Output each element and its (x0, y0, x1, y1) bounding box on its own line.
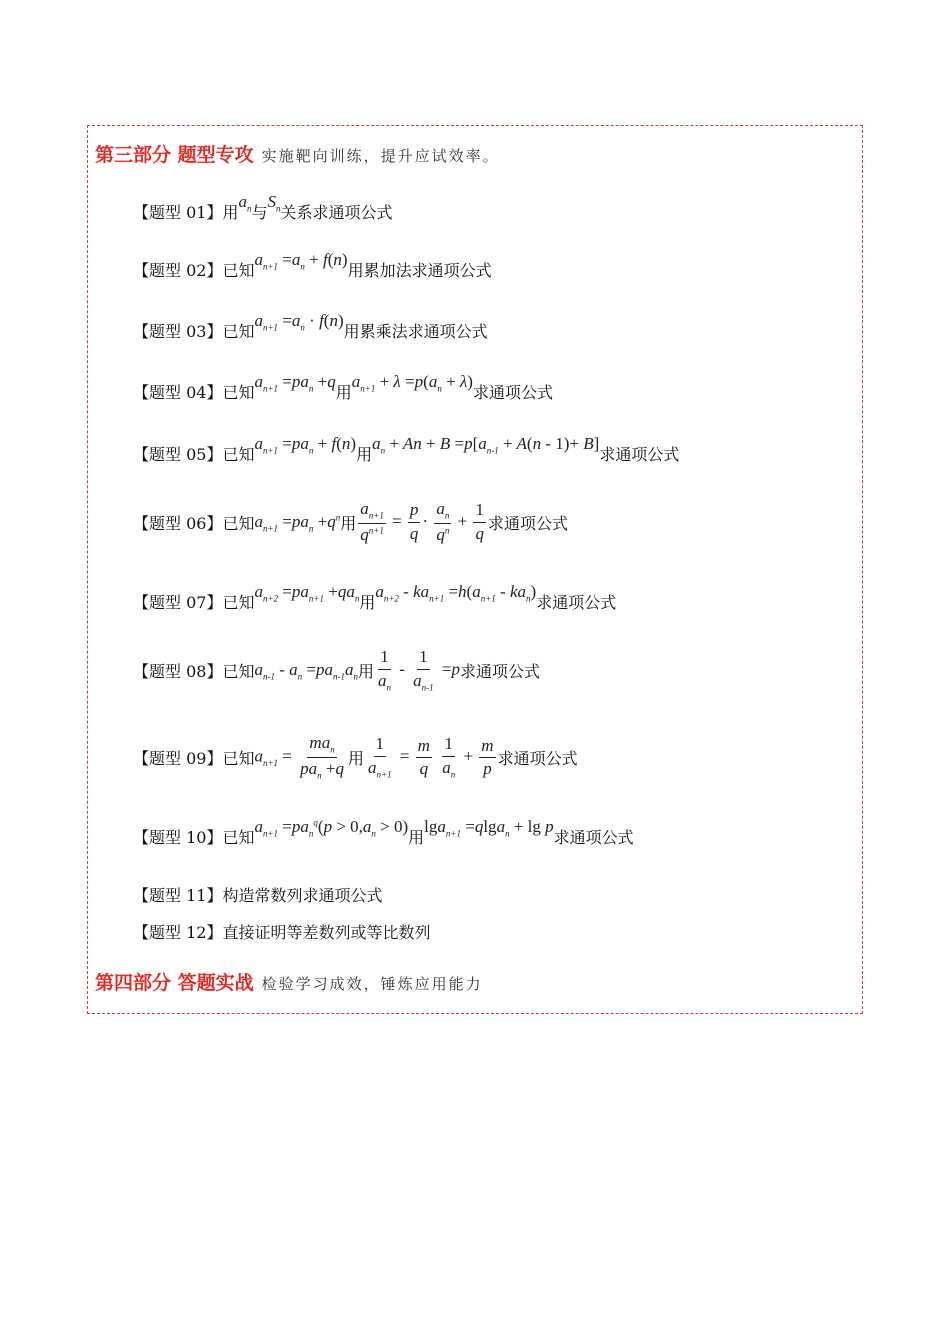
item-label: 【题型 07】 (133, 593, 223, 612)
item-text: 求通项公式 (460, 661, 541, 681)
math-formula: $a_{n+2} - ka_{n+1} =h(a_{n+1} - ka_n)$ (375, 581, 537, 604)
item-text: 用 (335, 383, 352, 402)
item-06 (133, 500, 568, 545)
item-07 (133, 581, 617, 613)
item-text: 直接证明等差数列或等比数列 (222, 923, 431, 942)
item-text: 已知 (222, 661, 255, 681)
part4-heading (95, 968, 483, 995)
item-text: 已知 (222, 383, 255, 402)
item-label: 【题型 11】 (133, 886, 223, 905)
item-text: 求通项公式 (497, 749, 578, 769)
item-02 (133, 249, 492, 281)
item-03 (133, 310, 488, 342)
math-formula: $S_n$ (267, 191, 281, 214)
item-text: 已知 (222, 322, 255, 341)
item-label: 【题型 09】 (133, 749, 223, 769)
item-label: 【题型 10】 (133, 828, 223, 847)
item-text: 用 (356, 445, 373, 464)
math-formula: $a_{n-1} - a_n =pa_{n-1}a_n$ (254, 659, 358, 682)
math-formula: $a_n + An + B =p[a_{n-1} + A(n - 1)+ B]$ (372, 433, 600, 456)
item-text: 构造常数列求通项公式 (222, 886, 383, 905)
item-text: 用累乘法求通项公式 (343, 322, 488, 341)
part3-title: 第三部分 题型专攻 (95, 144, 254, 166)
item-label: 【题型 08】 (133, 661, 223, 681)
item-text: 已知 (222, 593, 255, 612)
part3-heading (95, 140, 500, 167)
item-text: 已知 (222, 749, 255, 769)
item-text: 求通项公式 (536, 593, 617, 612)
item-10 (133, 816, 634, 848)
item-09 (133, 734, 578, 782)
item-text: 求通项公式 (487, 513, 568, 533)
item-text: 用 (359, 593, 376, 612)
item-text: 用 (222, 203, 239, 222)
item-label: 【题型 05】 (133, 445, 223, 464)
math-formula: $\frac{a_{n+1}}{q^{n+1}}$ = $\frac{p}{q}$ · $\frac{a_n}{q^n}$ + $\frac{1}{q}$ (360, 499, 484, 545)
item-label: 【题型 04】 (133, 383, 223, 402)
item-04 (133, 371, 553, 403)
item-label: 【题型 06】 (133, 513, 223, 533)
math-formula: $\frac{1}{a_n}$ - $\frac{1}{a_{n-1}}$ =p (378, 647, 461, 693)
math-formula: $a_{n+1} =pa_n + f(n)$ (254, 433, 357, 456)
item-label: 【题型 03】 (133, 322, 223, 341)
math-formula: $a_{n+1} =a_n + f(n)$ (254, 249, 348, 272)
part4-title: 第四部分 答题实战 (95, 972, 254, 994)
math-formula: $a_{n+1} =pa_n^q(p > 0,a_n > 0)$ (254, 816, 409, 839)
item-label: 【题型 02】 (133, 261, 223, 280)
math-formula: $a_n$ (238, 191, 252, 214)
item-text: 用 (357, 661, 374, 681)
item-01 (133, 191, 393, 223)
item-12 (133, 920, 430, 943)
item-text: 用累加法求通项公式 (347, 261, 492, 280)
item-text: 求通项公式 (599, 445, 680, 464)
item-label: 【题型 01】 (133, 203, 223, 222)
math-formula: lga$_{n+1}$ =qlga$_n$ + lg p (424, 816, 554, 839)
item-08 (133, 648, 540, 693)
item-text: 已知 (222, 513, 255, 533)
item-text: 与 (251, 203, 268, 222)
math-formula: $a_{n+2} =pa_{n+1} +qa_n$ (254, 581, 360, 604)
item-text: 用 (347, 749, 364, 769)
math-formula: $a_{n+1}$ = $\frac{ma_n}{pa_n +q}$ (254, 733, 344, 781)
item-text: 已知 (222, 261, 255, 280)
item-text: 关系求通项公式 (280, 203, 393, 222)
math-formula: $\frac{1}{a_{n+1}}$ = $\frac{m}{q}$ $\frac{1}{a_n}$ + $\frac{m}{p}$ (368, 734, 494, 780)
item-label: 【题型 12】 (133, 923, 223, 942)
part4-subtitle: 检验学习成效，锤炼应用能力 (261, 975, 483, 993)
item-text: 求通项公式 (553, 828, 634, 847)
item-11 (133, 883, 382, 906)
item-05 (133, 433, 680, 465)
item-text: 用 (408, 828, 425, 847)
math-formula: $a_{n+1} + \lambda =p(a_n + \lambda)$ (351, 371, 473, 394)
item-text: 用 (340, 513, 357, 533)
math-formula: $a_{n+1} =pa_n +q$ (254, 371, 336, 394)
part3-subtitle: 实施靶向训练，提升应试效率。 (261, 147, 500, 165)
item-text: 已知 (222, 828, 255, 847)
math-formula: $a_{n+1} =a_n \cdot f(n)$ (254, 310, 344, 333)
item-text: 求通项公式 (472, 383, 553, 402)
item-text: 已知 (222, 445, 255, 464)
math-formula: $a_{n+1} =pa_n +q^n$ (254, 511, 341, 534)
